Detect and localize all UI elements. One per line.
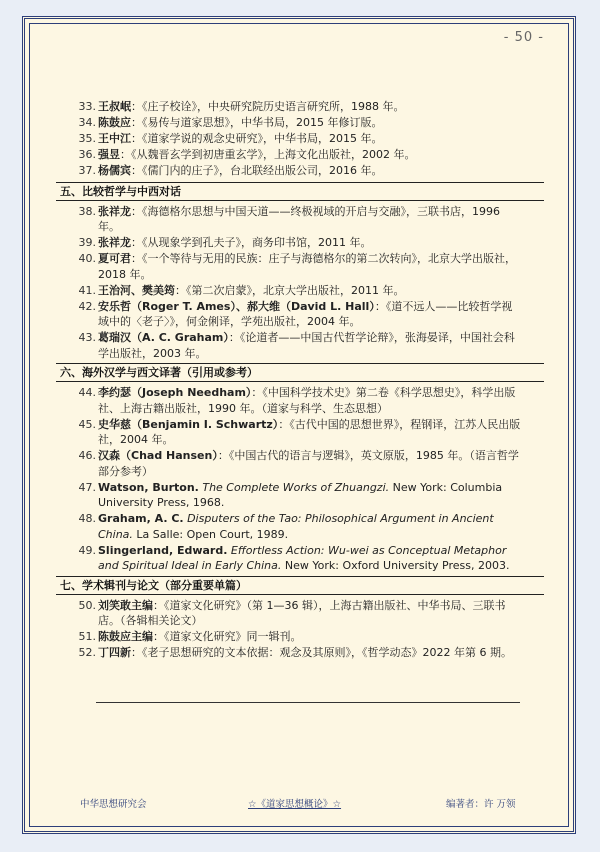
- entry-author: 张祥龙: [98, 236, 131, 249]
- entry-number: 45.: [78, 417, 96, 431]
- entry-number: 40.: [78, 252, 96, 265]
- bibliography-entry: [78, 131, 522, 147]
- section-heading: 七、学术辑刊与论文（部分重要单篇）: [56, 576, 544, 595]
- entry-number: 33.: [78, 100, 96, 113]
- entry-details: 《儒门内的庄子》，台北联经出版公司，2016 年。: [142, 164, 383, 177]
- entry-details: 《中国古代的语言与逻辑》，英文原版，1985 年。（语言哲学部分参考）: [98, 449, 519, 478]
- entry-author: 杨儒宾: [98, 164, 131, 177]
- entry-details: 《论道者——中国古代哲学论辩》，张海晏译，中国社会科学出版社，2003 年。: [98, 331, 515, 360]
- entry-author: 强昱: [98, 148, 120, 161]
- entry-details: 《老子思想研究的文本依据：观念及其原则》，《哲学动态》2022 年第 6 期。: [142, 646, 512, 659]
- entry-details: 《古代中国的思想世界》，程钢译，江苏人民出版社，2004 年。: [98, 417, 521, 446]
- entry-author: 葛瑞汉（A. C. Graham）: [98, 331, 229, 344]
- entry-author: 汉森（Chad Hansen）: [98, 449, 218, 462]
- entry-number: 48.: [78, 512, 96, 525]
- entry-details: New York: Columbia University Press, 1968.: [98, 480, 503, 509]
- bibliography-entry: [78, 385, 522, 416]
- entry-author: 王治河、樊美筠: [98, 283, 175, 297]
- entry-details: 《一个等待与无用的民族：庄子与海德格尔的第二次转向》，北京大学出版社，2018 年。: [98, 252, 516, 281]
- entry-separator: ：: [131, 116, 142, 129]
- entry-number: 41.: [78, 283, 96, 297]
- footer-author: 编著者：许 万领: [446, 799, 516, 810]
- section-heading: 六、海外汉学与西文译著（引用或参考）: [56, 363, 544, 382]
- entry-details: 《中国科学技术史》第二卷《科学思想史》，科学出版社、上海古籍出版社，1990 年。（道家与科学、生态思想）: [98, 386, 516, 415]
- entry-author: 史华慈（Benjamin I. Schwartz）: [98, 417, 279, 431]
- bibliography-entry: [78, 115, 522, 131]
- entry-separator: ：: [131, 252, 142, 265]
- bibliography-entry: [78, 299, 522, 330]
- entry-details: New York: Oxford University Press, 2003.: [281, 559, 510, 572]
- bibliography-entry: [78, 629, 522, 645]
- entry-details: 《易传与道家思想》，中华书局，2015 年修订版。: [142, 116, 383, 129]
- entry-number: 36.: [78, 148, 96, 161]
- bibliography-entry: [78, 511, 522, 542]
- bibliography-list: [60, 99, 522, 661]
- entry-details: 《海德格尔思想与中国天道——终极视域的开启与交融》，三联书店，1996 年。: [98, 204, 500, 233]
- entry-author: 陈鼓应: [98, 116, 131, 129]
- entry-number: 38.: [78, 204, 96, 218]
- footer-organization: 中华思想研究会: [80, 799, 147, 810]
- entry-separator: ：: [131, 236, 142, 249]
- entry-separator: ：: [131, 132, 142, 145]
- entry-author: 夏可君: [98, 252, 131, 265]
- bibliography-entry: [78, 251, 522, 282]
- entry-details: 《第二次启蒙》，北京大学出版社，2011 年。: [186, 283, 405, 297]
- entry-author: 李约瑟（Joseph Needham）: [98, 386, 252, 399]
- entry-separator: ：: [374, 299, 386, 313]
- entry-separator: ：: [278, 417, 290, 431]
- entry-separator: ：: [131, 100, 142, 113]
- bibliography-entry: [78, 645, 522, 661]
- bibliography-entry: [78, 147, 522, 163]
- entry-separator: ：: [217, 449, 229, 462]
- entry-separator: ：: [131, 164, 142, 177]
- entry-number: 42.: [78, 299, 96, 313]
- entry-author: 王叔岷: [98, 100, 131, 113]
- entry-author: 张祥龙: [98, 204, 131, 218]
- entry-author: Slingerland, Edward.: [98, 543, 228, 557]
- bibliography-entry: [78, 330, 522, 361]
- entry-title: Effortless Action: Wu-wei as Conceptual Metaphor and Spiritual Ideal in Early China.: [98, 543, 507, 572]
- entry-number: 39.: [78, 236, 96, 249]
- entry-separator: ：: [153, 630, 164, 643]
- entry-author: Watson, Burton.: [98, 480, 199, 494]
- bibliography-entry: [78, 235, 522, 251]
- entry-number: 34.: [78, 116, 96, 129]
- bibliography-entry: [78, 204, 522, 235]
- entry-number: 49.: [78, 543, 96, 557]
- entry-separator: ：: [153, 598, 164, 612]
- entry-author: 陈鼓应主编: [98, 630, 153, 643]
- bibliography-entry: [78, 448, 522, 479]
- entry-details: 《道不远人——比较哲学视域中的〈老子〉》，何金俐译，学苑出版社，2004 年。: [98, 299, 513, 328]
- entry-title: The Complete Works of Zhuangzi.: [202, 480, 390, 494]
- entry-author: 安乐哲（Roger T. Ames）、郝大维（David L. Hall）: [98, 299, 375, 313]
- entry-number: 50.: [78, 598, 96, 612]
- bibliography-entry: [78, 99, 522, 115]
- entry-details: 《道家文化研究》同一辑刊。: [164, 630, 302, 643]
- entry-number: 43.: [78, 331, 96, 344]
- entry-separator: ：: [228, 331, 240, 344]
- entry-separator: ：: [120, 148, 131, 161]
- entry-details: 《道家学说的观念史研究》，中华书局，2015 年。: [142, 132, 383, 145]
- footer-book-title[interactable]: ☆《道家思想概论》☆: [248, 799, 342, 810]
- entry-number: 35.: [78, 132, 96, 145]
- bibliography-entry: [78, 163, 522, 179]
- bibliography-entry: [78, 598, 522, 629]
- bibliography-entry: [78, 543, 522, 574]
- entry-details: 《道家文化研究》（第 1—36 辑），上海古籍出版社、中华书局、三联书店。（各辑相关论文）: [98, 598, 506, 627]
- bibliography-entry: [78, 480, 522, 511]
- entry-title: Disputers of the Tao: Philosophical Argument in Ancient China.: [98, 512, 494, 541]
- entry-number: 46.: [78, 449, 96, 462]
- entry-number: 37.: [78, 164, 96, 177]
- entry-author: 丁四新: [98, 646, 131, 659]
- end-rule: [96, 702, 520, 703]
- entry-number: 47.: [78, 480, 96, 494]
- entry-separator: ：: [131, 646, 142, 659]
- bibliography-entry: [78, 283, 522, 299]
- section-heading: 五、比较哲学与中西对话: [56, 182, 544, 201]
- entry-separator: ：: [175, 283, 186, 297]
- page-number: - 50 -: [503, 30, 544, 45]
- entry-author: 刘笑敢主编: [98, 598, 153, 612]
- bibliography-entry: [78, 417, 522, 448]
- entry-details: La Salle: Open Court, 1989.: [132, 527, 289, 541]
- entry-separator: ：: [251, 386, 263, 399]
- entry-author: 王中江: [98, 132, 131, 145]
- entry-number: 52.: [78, 646, 96, 659]
- entry-author: Graham, A. C.: [98, 512, 184, 525]
- entry-details: 《从魏晋玄学到初唐重玄学》，上海文化出版社，2002 年。: [131, 148, 416, 161]
- entry-details: 《从现象学到孔夫子》，商务印书馆，2011 年。: [142, 236, 372, 249]
- entry-number: 51.: [78, 630, 96, 643]
- entry-separator: ：: [131, 204, 142, 218]
- entry-number: 44.: [78, 386, 96, 399]
- entry-details: 《庄子校诠》，中央研究院历史语言研究所，1988 年。: [142, 100, 405, 113]
